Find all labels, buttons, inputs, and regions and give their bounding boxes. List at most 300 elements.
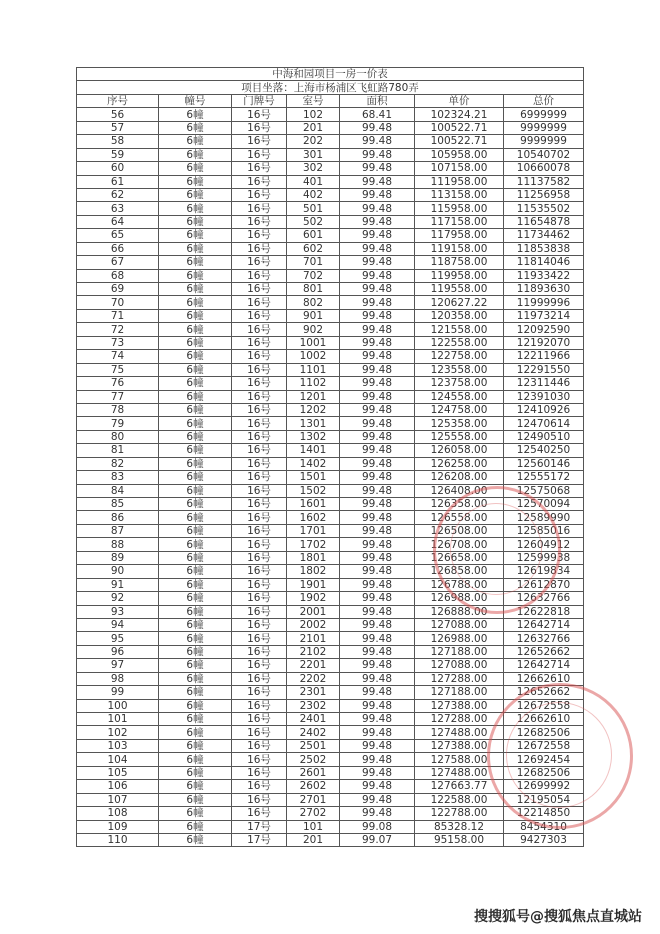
table-row bbox=[77, 309, 584, 322]
table-cell: 99.48 bbox=[340, 538, 415, 551]
table-cell: 402 bbox=[287, 188, 340, 201]
table-cell: 6幢 bbox=[159, 229, 232, 242]
watermark: 搜搜狐号@搜狐焦点直城站 bbox=[474, 909, 642, 925]
table-cell: 12632766 bbox=[504, 632, 584, 645]
table-cell: 6幢 bbox=[159, 283, 232, 296]
table-row bbox=[77, 457, 584, 470]
table-cell: 6幢 bbox=[159, 350, 232, 363]
table-cell: 11654878 bbox=[504, 215, 584, 228]
table-cell: 16号 bbox=[232, 403, 287, 416]
table-cell: 91 bbox=[77, 578, 159, 591]
table-cell: 16号 bbox=[232, 215, 287, 228]
table-cell: 127088.00 bbox=[415, 618, 504, 631]
table-cell: 6幢 bbox=[159, 766, 232, 779]
table-cell: 6幢 bbox=[159, 833, 232, 846]
table-cell: 72 bbox=[77, 323, 159, 336]
table-cell: 98 bbox=[77, 672, 159, 685]
table-cell: 126558.00 bbox=[415, 511, 504, 524]
table-cell: 2702 bbox=[287, 807, 340, 820]
table-cell: 61 bbox=[77, 175, 159, 188]
table-cell: 118758.00 bbox=[415, 256, 504, 269]
table-cell: 6幢 bbox=[159, 645, 232, 658]
table-cell: 79 bbox=[77, 417, 159, 430]
table-cell: 702 bbox=[287, 269, 340, 282]
table-cell: 16号 bbox=[232, 605, 287, 618]
table-cell: 12604912 bbox=[504, 538, 584, 551]
table-cell: 119558.00 bbox=[415, 283, 504, 296]
table-row bbox=[77, 283, 584, 296]
table-cell: 6幢 bbox=[159, 592, 232, 605]
table-cell: 81 bbox=[77, 444, 159, 457]
table-cell: 6幢 bbox=[159, 148, 232, 161]
table-cell: 126508.00 bbox=[415, 524, 504, 537]
table-cell: 12652662 bbox=[504, 686, 584, 699]
table-row bbox=[77, 605, 584, 618]
table-cell: 99.48 bbox=[340, 283, 415, 296]
table-cell: 1201 bbox=[287, 390, 340, 403]
table-cell: 2101 bbox=[287, 632, 340, 645]
table-cell: 99.48 bbox=[340, 175, 415, 188]
table-cell: 2102 bbox=[287, 645, 340, 658]
table-cell: 85328.12 bbox=[415, 820, 504, 833]
table-cell: 9999999 bbox=[504, 135, 584, 148]
table-cell: 16号 bbox=[232, 471, 287, 484]
table-cell: 12612870 bbox=[504, 578, 584, 591]
table-cell: 16号 bbox=[232, 578, 287, 591]
table-cell: 125358.00 bbox=[415, 417, 504, 430]
table-cell: 99.48 bbox=[340, 807, 415, 820]
table-cell: 6幢 bbox=[159, 377, 232, 390]
table-cell: 16号 bbox=[232, 135, 287, 148]
table-cell: 68 bbox=[77, 269, 159, 282]
table-cell: 16号 bbox=[232, 188, 287, 201]
table-cell: 12672558 bbox=[504, 739, 584, 752]
table-cell: 127663.77 bbox=[415, 780, 504, 793]
table-cell: 64 bbox=[77, 215, 159, 228]
table-cell: 12699992 bbox=[504, 780, 584, 793]
table-row bbox=[77, 202, 584, 215]
table-cell: 16号 bbox=[232, 699, 287, 712]
table-cell: 16号 bbox=[232, 457, 287, 470]
table-cell: 6幢 bbox=[159, 202, 232, 215]
table-cell: 2602 bbox=[287, 780, 340, 793]
table-cell: 123558.00 bbox=[415, 363, 504, 376]
table-cell: 12672558 bbox=[504, 699, 584, 712]
column-header: 总价 bbox=[504, 94, 584, 107]
table-cell: 11535502 bbox=[504, 202, 584, 215]
table-cell: 201 bbox=[287, 121, 340, 134]
table-row bbox=[77, 565, 584, 578]
table-cell: 121558.00 bbox=[415, 323, 504, 336]
table-cell: 92 bbox=[77, 592, 159, 605]
table-cell: 2001 bbox=[287, 605, 340, 618]
table-cell: 99.48 bbox=[340, 645, 415, 658]
column-header: 室号 bbox=[287, 94, 340, 107]
table-cell: 16号 bbox=[232, 645, 287, 658]
table-row bbox=[77, 242, 584, 255]
table-cell: 99.48 bbox=[340, 471, 415, 484]
table-row bbox=[77, 484, 584, 497]
table-row bbox=[77, 444, 584, 457]
table-cell: 602 bbox=[287, 242, 340, 255]
table-cell: 119958.00 bbox=[415, 269, 504, 282]
table-cell: 6幢 bbox=[159, 565, 232, 578]
table-cell: 99.48 bbox=[340, 632, 415, 645]
table-cell: 126208.00 bbox=[415, 471, 504, 484]
table-cell: 110 bbox=[77, 833, 159, 846]
table-cell: 1801 bbox=[287, 551, 340, 564]
table-cell: 122558.00 bbox=[415, 336, 504, 349]
table-cell: 1302 bbox=[287, 430, 340, 443]
table-cell: 99.48 bbox=[340, 336, 415, 349]
table-cell: 99.48 bbox=[340, 672, 415, 685]
table-row bbox=[77, 363, 584, 376]
table-cell: 99.48 bbox=[340, 215, 415, 228]
table-cell: 65 bbox=[77, 229, 159, 242]
table-cell: 2401 bbox=[287, 713, 340, 726]
table-cell: 16号 bbox=[232, 632, 287, 645]
table-cell: 100522.71 bbox=[415, 121, 504, 134]
table-row bbox=[77, 766, 584, 779]
table-cell: 80 bbox=[77, 430, 159, 443]
table-row bbox=[77, 538, 584, 551]
table-cell: 12662610 bbox=[504, 713, 584, 726]
table-cell: 16号 bbox=[232, 283, 287, 296]
table-cell: 126858.00 bbox=[415, 565, 504, 578]
table-cell: 12391030 bbox=[504, 390, 584, 403]
table-cell: 120358.00 bbox=[415, 309, 504, 322]
table-cell: 88 bbox=[77, 538, 159, 551]
table-cell: 6幢 bbox=[159, 121, 232, 134]
table-cell: 1402 bbox=[287, 457, 340, 470]
table-cell: 70 bbox=[77, 296, 159, 309]
table-cell: 16号 bbox=[232, 390, 287, 403]
table-cell: 99.48 bbox=[340, 242, 415, 255]
table-cell: 95 bbox=[77, 632, 159, 645]
table-cell: 16号 bbox=[232, 202, 287, 215]
table-cell: 126358.00 bbox=[415, 498, 504, 511]
table-cell: 16号 bbox=[232, 296, 287, 309]
table-cell: 6幢 bbox=[159, 471, 232, 484]
table-cell: 99.48 bbox=[340, 444, 415, 457]
table-cell: 501 bbox=[287, 202, 340, 215]
table-cell: 101 bbox=[287, 820, 340, 833]
table-cell: 99.48 bbox=[340, 793, 415, 806]
table-cell: 12214850 bbox=[504, 807, 584, 820]
table-row bbox=[77, 672, 584, 685]
table-cell: 106 bbox=[77, 780, 159, 793]
table-cell: 99.07 bbox=[340, 833, 415, 846]
table-cell: 99.48 bbox=[340, 363, 415, 376]
table-cell: 99.48 bbox=[340, 323, 415, 336]
table-cell: 99.48 bbox=[340, 592, 415, 605]
table-cell: 105 bbox=[77, 766, 159, 779]
table-cell: 99.48 bbox=[340, 686, 415, 699]
table-cell: 16号 bbox=[232, 162, 287, 175]
table-row bbox=[77, 269, 584, 282]
table-cell: 16号 bbox=[232, 780, 287, 793]
table-cell: 10660078 bbox=[504, 162, 584, 175]
price-table bbox=[76, 67, 584, 847]
table-cell: 12682506 bbox=[504, 766, 584, 779]
table-cell: 83 bbox=[77, 471, 159, 484]
table-cell: 102 bbox=[77, 726, 159, 739]
table-cell: 16号 bbox=[232, 659, 287, 672]
table-cell: 126058.00 bbox=[415, 444, 504, 457]
table-row bbox=[77, 162, 584, 175]
table-cell: 99.48 bbox=[340, 256, 415, 269]
table-cell: 1001 bbox=[287, 336, 340, 349]
table-cell: 99.48 bbox=[340, 309, 415, 322]
table-cell: 99.48 bbox=[340, 753, 415, 766]
table-cell: 6幢 bbox=[159, 242, 232, 255]
table-cell: 6幢 bbox=[159, 363, 232, 376]
table-row bbox=[77, 592, 584, 605]
table-cell: 94 bbox=[77, 618, 159, 631]
table-cell: 6幢 bbox=[159, 699, 232, 712]
table-cell: 99.48 bbox=[340, 780, 415, 793]
table-cell: 6幢 bbox=[159, 309, 232, 322]
table-cell: 16号 bbox=[232, 175, 287, 188]
table-cell: 76 bbox=[77, 377, 159, 390]
table-row bbox=[77, 403, 584, 416]
table-cell: 6幢 bbox=[159, 108, 232, 121]
table-cell: 6幢 bbox=[159, 551, 232, 564]
table-cell: 99.48 bbox=[340, 148, 415, 161]
table-cell: 104 bbox=[77, 753, 159, 766]
table-cell: 1902 bbox=[287, 592, 340, 605]
table-cell: 6幢 bbox=[159, 538, 232, 551]
table-cell: 1501 bbox=[287, 471, 340, 484]
table-row bbox=[77, 632, 584, 645]
table-cell: 6幢 bbox=[159, 269, 232, 282]
table-row bbox=[77, 511, 584, 524]
table-cell: 16号 bbox=[232, 807, 287, 820]
table-cell: 99.48 bbox=[340, 229, 415, 242]
header-row bbox=[77, 94, 584, 107]
table-cell: 9427303 bbox=[504, 833, 584, 846]
table-cell: 801 bbox=[287, 283, 340, 296]
table-cell: 122758.00 bbox=[415, 350, 504, 363]
table-cell: 2502 bbox=[287, 753, 340, 766]
table-cell: 99.48 bbox=[340, 578, 415, 591]
table-cell: 6幢 bbox=[159, 713, 232, 726]
table-cell: 12642714 bbox=[504, 659, 584, 672]
table-cell: 16号 bbox=[232, 538, 287, 551]
column-header: 序号 bbox=[77, 94, 159, 107]
table-cell: 119158.00 bbox=[415, 242, 504, 255]
table-cell: 99.48 bbox=[340, 524, 415, 537]
table-cell: 6幢 bbox=[159, 807, 232, 820]
table-row bbox=[77, 417, 584, 430]
table-cell: 1701 bbox=[287, 524, 340, 537]
table-cell: 6幢 bbox=[159, 632, 232, 645]
table-cell: 86 bbox=[77, 511, 159, 524]
table-cell: 6幢 bbox=[159, 323, 232, 336]
table-cell: 6幢 bbox=[159, 511, 232, 524]
table-cell: 127388.00 bbox=[415, 699, 504, 712]
table-cell: 99 bbox=[77, 686, 159, 699]
table-cell: 11999996 bbox=[504, 296, 584, 309]
table-cell: 1202 bbox=[287, 403, 340, 416]
table-cell: 9999999 bbox=[504, 121, 584, 134]
table-row bbox=[77, 726, 584, 739]
table-cell: 127288.00 bbox=[415, 713, 504, 726]
table-cell: 111958.00 bbox=[415, 175, 504, 188]
table-cell: 16号 bbox=[232, 350, 287, 363]
table-cell: 126888.00 bbox=[415, 605, 504, 618]
table-cell: 2302 bbox=[287, 699, 340, 712]
table-cell: 6幢 bbox=[159, 457, 232, 470]
table-cell: 1802 bbox=[287, 565, 340, 578]
table-cell: 62 bbox=[77, 188, 159, 201]
table-cell: 2501 bbox=[287, 739, 340, 752]
table-row bbox=[77, 524, 584, 537]
table-cell: 109 bbox=[77, 820, 159, 833]
table-cell: 12575068 bbox=[504, 484, 584, 497]
table-cell: 16号 bbox=[232, 148, 287, 161]
table-cell: 58 bbox=[77, 135, 159, 148]
table-cell: 122588.00 bbox=[415, 793, 504, 806]
table-cell: 96 bbox=[77, 645, 159, 658]
table-cell: 12410926 bbox=[504, 403, 584, 416]
table-cell: 127488.00 bbox=[415, 766, 504, 779]
table-cell: 6幢 bbox=[159, 739, 232, 752]
table-cell: 601 bbox=[287, 229, 340, 242]
table-cell: 12211966 bbox=[504, 350, 584, 363]
table-cell: 99.48 bbox=[340, 377, 415, 390]
table-cell: 12490510 bbox=[504, 430, 584, 443]
table-cell: 301 bbox=[287, 148, 340, 161]
table-cell: 16号 bbox=[232, 444, 287, 457]
table-cell: 69 bbox=[77, 283, 159, 296]
table-cell: 99.48 bbox=[340, 457, 415, 470]
table-cell: 77 bbox=[77, 390, 159, 403]
table-cell: 99.48 bbox=[340, 390, 415, 403]
table-cell: 6幢 bbox=[159, 296, 232, 309]
table-cell: 127588.00 bbox=[415, 753, 504, 766]
table-cell: 99.48 bbox=[340, 618, 415, 631]
table-row bbox=[77, 713, 584, 726]
table-cell: 6幢 bbox=[159, 390, 232, 403]
table-cell: 99.48 bbox=[340, 605, 415, 618]
table-cell: 99.48 bbox=[340, 121, 415, 134]
table-cell: 6幢 bbox=[159, 484, 232, 497]
table-cell: 6幢 bbox=[159, 686, 232, 699]
table-cell: 6幢 bbox=[159, 256, 232, 269]
table-cell: 16号 bbox=[232, 336, 287, 349]
table-cell: 99.48 bbox=[340, 498, 415, 511]
table-row bbox=[77, 618, 584, 631]
table-cell: 2402 bbox=[287, 726, 340, 739]
table-cell: 122788.00 bbox=[415, 807, 504, 820]
table-cell: 6幢 bbox=[159, 618, 232, 631]
table-cell: 99.48 bbox=[340, 417, 415, 430]
table-cell: 107 bbox=[77, 793, 159, 806]
table-row bbox=[77, 135, 584, 148]
column-header: 幢号 bbox=[159, 94, 232, 107]
table-cell: 99.48 bbox=[340, 202, 415, 215]
table-cell: 11814046 bbox=[504, 256, 584, 269]
table-cell: 99.48 bbox=[340, 551, 415, 564]
table-cell: 105958.00 bbox=[415, 148, 504, 161]
table-row bbox=[77, 551, 584, 564]
table-cell: 124558.00 bbox=[415, 390, 504, 403]
table-cell: 16号 bbox=[232, 565, 287, 578]
table-cell: 78 bbox=[77, 403, 159, 416]
table-cell: 16号 bbox=[232, 108, 287, 121]
table-cell: 1901 bbox=[287, 578, 340, 591]
table-cell: 12555172 bbox=[504, 471, 584, 484]
table-cell: 126658.00 bbox=[415, 551, 504, 564]
table-cell: 1602 bbox=[287, 511, 340, 524]
table-cell: 201 bbox=[287, 833, 340, 846]
table-cell: 6幢 bbox=[159, 162, 232, 175]
project-location: 项目坐落：上海市杨浦区飞虹路780弄 bbox=[77, 81, 584, 94]
table-cell: 12599938 bbox=[504, 551, 584, 564]
table-cell: 99.48 bbox=[340, 726, 415, 739]
table-row bbox=[77, 833, 584, 846]
table-cell: 6幢 bbox=[159, 188, 232, 201]
table-cell: 11256958 bbox=[504, 188, 584, 201]
table-row bbox=[77, 121, 584, 134]
table-cell: 126988.00 bbox=[415, 592, 504, 605]
table-cell: 71 bbox=[77, 309, 159, 322]
table-row bbox=[77, 336, 584, 349]
table-cell: 16号 bbox=[232, 242, 287, 255]
table-cell: 202 bbox=[287, 135, 340, 148]
table-cell: 12291550 bbox=[504, 363, 584, 376]
table-row bbox=[77, 659, 584, 672]
table-cell: 16号 bbox=[232, 739, 287, 752]
table-cell: 6幢 bbox=[159, 215, 232, 228]
table-cell: 12195054 bbox=[504, 793, 584, 806]
table-cell: 16号 bbox=[232, 430, 287, 443]
table-cell: 1102 bbox=[287, 377, 340, 390]
table-cell: 17号 bbox=[232, 820, 287, 833]
table-cell: 16号 bbox=[232, 377, 287, 390]
table-cell: 6幢 bbox=[159, 780, 232, 793]
table-cell: 11734462 bbox=[504, 229, 584, 242]
table-cell: 100 bbox=[77, 699, 159, 712]
table-cell: 99.48 bbox=[340, 739, 415, 752]
table-cell: 67 bbox=[77, 256, 159, 269]
table-row bbox=[77, 753, 584, 766]
table-cell: 6幢 bbox=[159, 753, 232, 766]
table-cell: 1101 bbox=[287, 363, 340, 376]
table-cell: 68.41 bbox=[340, 108, 415, 121]
table-row bbox=[77, 215, 584, 228]
table-cell: 113158.00 bbox=[415, 188, 504, 201]
table-cell: 127288.00 bbox=[415, 672, 504, 685]
table-cell: 126708.00 bbox=[415, 538, 504, 551]
table-cell: 12692454 bbox=[504, 753, 584, 766]
table-cell: 16号 bbox=[232, 484, 287, 497]
table-cell: 6幢 bbox=[159, 498, 232, 511]
table-cell: 6幢 bbox=[159, 430, 232, 443]
table-cell: 90 bbox=[77, 565, 159, 578]
table-cell: 6幢 bbox=[159, 578, 232, 591]
table-cell: 401 bbox=[287, 175, 340, 188]
table-cell: 11137582 bbox=[504, 175, 584, 188]
table-cell: 99.48 bbox=[340, 699, 415, 712]
table-cell: 73 bbox=[77, 336, 159, 349]
table-row bbox=[77, 645, 584, 658]
table-cell: 126408.00 bbox=[415, 484, 504, 497]
column-header: 单价 bbox=[415, 94, 504, 107]
table-cell: 6幢 bbox=[159, 336, 232, 349]
table-cell: 102324.21 bbox=[415, 108, 504, 121]
